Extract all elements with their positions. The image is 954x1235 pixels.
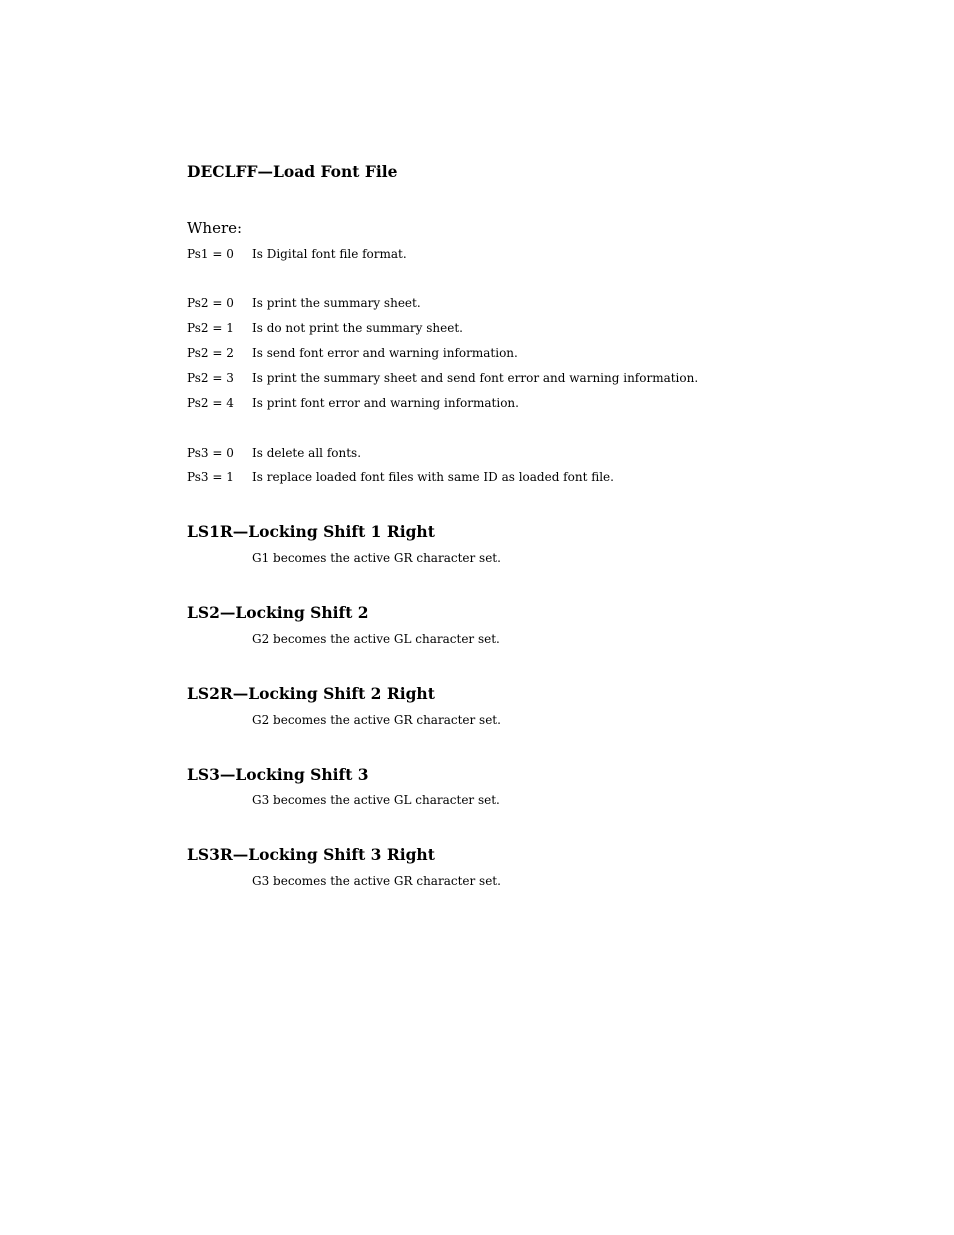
param-description: Is do not print the summary sheet. (252, 321, 463, 335)
ls3r-description: G3 becomes the active GR character set. (252, 874, 501, 888)
param-description: Is print the summary sheet. (252, 296, 421, 310)
ls2r-description: G2 becomes the active GR character set. (252, 713, 501, 727)
param-name: Ps1 = 0 (187, 247, 234, 261)
param-name: Ps3 = 0 (187, 446, 234, 460)
declff-heading: DECLFF—Load Font File (187, 162, 398, 181)
ls1r-description: G1 becomes the active GR character set. (252, 551, 501, 565)
ls3-heading: LS3—Locking Shift 3 (187, 765, 369, 784)
param-description: Is print the summary sheet and send font error and warning information. (252, 371, 699, 385)
param-description: Is Digital font file format. (252, 247, 407, 261)
param-description: Is print font error and warning information. (252, 396, 519, 410)
ls3-description: G3 becomes the active GL character set. (252, 793, 500, 807)
param-description: Is delete all fonts. (252, 446, 362, 460)
param-name: Ps2 = 2 (187, 346, 234, 360)
ls2r-heading: LS2R—Locking Shift 2 Right (187, 684, 435, 703)
param-name: Ps2 = 0 (187, 296, 234, 310)
ls1r-heading: LS1R—Locking Shift 1 Right (187, 522, 435, 541)
param-description: Is replace loaded font files with same ID as loaded font file. (252, 470, 614, 484)
param-description: Is send font error and warning information. (252, 346, 518, 360)
ls2-heading: LS2—Locking Shift 2 (187, 603, 369, 622)
param-name: Ps2 = 1 (187, 321, 234, 335)
where-label: Where: (187, 219, 243, 237)
ls2-description: G2 becomes the active GL character set. (252, 632, 500, 646)
param-name: Ps3 = 1 (187, 470, 234, 484)
ls3r-heading: LS3R—Locking Shift 3 Right (187, 845, 435, 864)
param-name: Ps2 = 3 (187, 371, 234, 385)
param-name: Ps2 = 4 (187, 396, 234, 410)
